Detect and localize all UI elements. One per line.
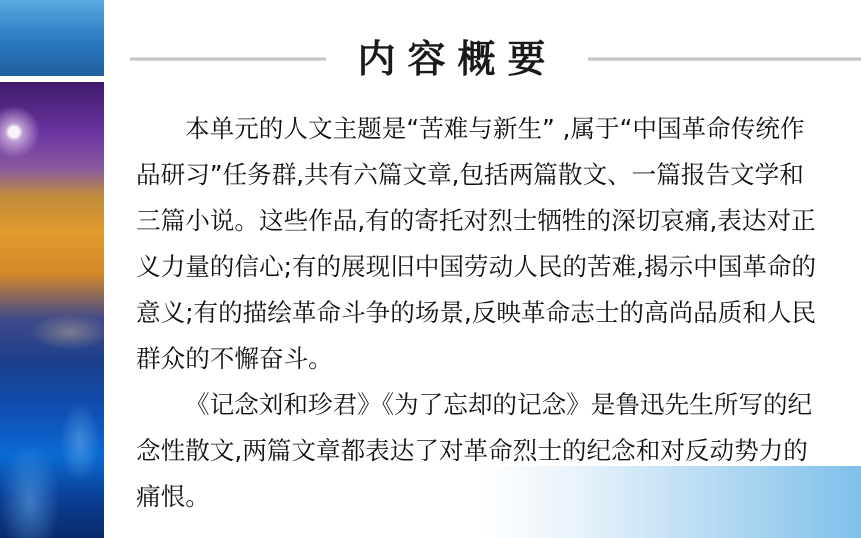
page-title: 内容概要 [357,36,558,81]
header-divider-right [588,57,861,61]
decorative-photo-glow [0,82,104,538]
header-blue-square [0,0,104,76]
paragraph-2: 《记念刘和珍君》《为了忘却的记念》是鲁迅先生所写的纪念性散文,两篇文章都表达了对革命烈士的纪念和对反动势力的痛恨。 [136,390,813,511]
header-divider-left [130,57,326,61]
left-decorative-band [0,0,104,538]
content-body [136,106,826,520]
paragraph-1: 本单元的人文主题是“苦难与新生” ,属于“中国革命传统作品研习”任务群,共有六篇文章,包括两篇散文、一篇报告文学和三篇小说。这些作品,有的寄托对烈士牺牲的深切哀痛,表达对正义力量的信心;有的展现旧中国劳动人民的苦难,揭示中国革命的意义;有的描绘革命斗争的场景,反映革命志士的高尚品质和人民群众的不懈奋斗。 [136,114,817,373]
